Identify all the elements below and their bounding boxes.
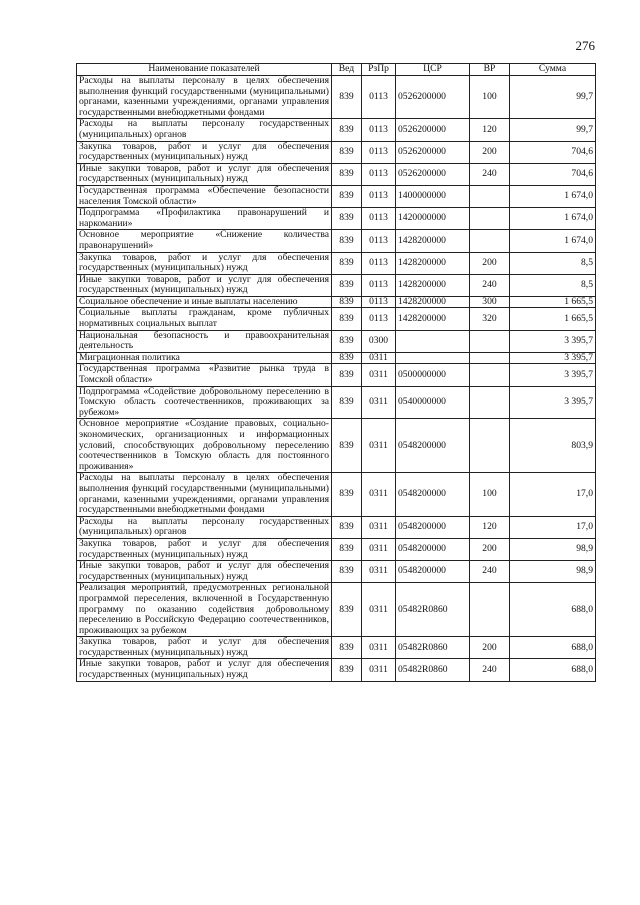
cell-name: Миграционная политика	[77, 352, 332, 364]
cell-vr	[470, 185, 510, 207]
table-header-row	[77, 64, 596, 76]
cell-rzpr: 0311	[362, 516, 396, 538]
cell-name: Государственная программа «Обеспечение безопасности населения Томской области»	[77, 185, 332, 207]
header-vr: ВР	[470, 64, 510, 76]
cell-ved: 839	[332, 330, 362, 352]
cell-rzpr: 0311	[362, 352, 396, 364]
table-row	[77, 386, 596, 419]
table-row	[77, 274, 596, 296]
cell-ved: 839	[332, 637, 362, 659]
table-row	[77, 516, 596, 538]
table-row	[77, 119, 596, 141]
cell-rzpr: 0113	[362, 296, 396, 308]
cell-vr	[470, 364, 510, 386]
cell-ved: 839	[332, 583, 362, 637]
table-row	[77, 561, 596, 583]
cell-csr: 05482R0860	[396, 637, 470, 659]
cell-rzpr: 0113	[362, 185, 396, 207]
cell-ved: 839	[332, 76, 362, 119]
cell-csr: 0548200000	[396, 419, 470, 473]
cell-vr: 320	[470, 308, 510, 330]
cell-csr: 0526200000	[396, 119, 470, 141]
cell-csr: 0526200000	[396, 141, 470, 163]
cell-name: Основное мероприятие «Снижение количества правонарушений»	[77, 230, 332, 252]
cell-rzpr: 0311	[362, 637, 396, 659]
cell-csr: 0526200000	[396, 76, 470, 119]
cell-sum: 99,7	[510, 76, 596, 119]
cell-sum: 3 395,7	[510, 386, 596, 419]
cell-sum: 1 665,5	[510, 296, 596, 308]
cell-csr: 1428200000	[396, 252, 470, 274]
cell-ved: 839	[332, 185, 362, 207]
cell-vr: 120	[470, 119, 510, 141]
cell-csr: 0548200000	[396, 516, 470, 538]
cell-name: Закупка товаров, работ и услуг для обеспечения государственных (муниципальных) нужд	[77, 252, 332, 274]
cell-sum: 99,7	[510, 119, 596, 141]
cell-name: Расходы на выплаты персоналу в целях обеспечения выполнения функций государственными (муниципальными) органами, казенными учреждениями, органами управления государственными внебюджетными фондами	[77, 76, 332, 119]
table-row	[77, 419, 596, 473]
cell-sum: 3 395,7	[510, 330, 596, 352]
cell-name: Иные закупки товаров, работ и услуг для обеспечения государственных (муниципальных) нужд	[77, 163, 332, 185]
cell-csr: 0540000000	[396, 386, 470, 419]
cell-name: Национальная безопасность и правоохранительная деятельность	[77, 330, 332, 352]
header-ved: Вед	[332, 64, 362, 76]
cell-vr	[470, 230, 510, 252]
cell-ved: 839	[332, 364, 362, 386]
table-row	[77, 208, 596, 230]
table-row	[77, 637, 596, 659]
table-row	[77, 252, 596, 274]
cell-ved: 839	[332, 208, 362, 230]
cell-rzpr: 0113	[362, 230, 396, 252]
cell-csr: 0500000000	[396, 364, 470, 386]
cell-ved: 839	[332, 141, 362, 163]
cell-rzpr: 0311	[362, 386, 396, 419]
cell-vr: 240	[470, 163, 510, 185]
cell-ved: 839	[332, 538, 362, 560]
cell-rzpr: 0311	[362, 419, 396, 473]
cell-sum: 704,6	[510, 141, 596, 163]
cell-vr	[470, 352, 510, 364]
page-number: 276	[575, 38, 595, 53]
cell-rzpr: 0113	[362, 141, 396, 163]
cell-vr	[470, 208, 510, 230]
table-row	[77, 364, 596, 386]
cell-rzpr: 0311	[362, 473, 396, 516]
cell-csr	[396, 352, 470, 364]
cell-name: Закупка товаров, работ и услуг для обеспечения государственных (муниципальных) нужд	[77, 141, 332, 163]
cell-vr	[470, 330, 510, 352]
cell-vr: 200	[470, 252, 510, 274]
cell-vr: 120	[470, 516, 510, 538]
cell-rzpr: 0113	[362, 308, 396, 330]
header-sum: Сумма	[510, 64, 596, 76]
cell-name: Иные закупки товаров, работ и услуг для обеспечения государственных (муниципальных) нужд	[77, 274, 332, 296]
cell-csr: 1400000000	[396, 185, 470, 207]
cell-name: Основное мероприятие «Создание правовых, социально-экономических, организационных и информационных условий, способствующих добровольному переселению соотечественников в Томскую область для постоянного проживания»	[77, 419, 332, 473]
cell-rzpr: 0113	[362, 208, 396, 230]
cell-rzpr: 0311	[362, 659, 396, 681]
cell-rzpr: 0311	[362, 561, 396, 583]
cell-vr: 240	[470, 659, 510, 681]
table-row	[77, 538, 596, 560]
cell-ved: 839	[332, 419, 362, 473]
cell-csr: 0526200000	[396, 163, 470, 185]
table-row	[77, 352, 596, 364]
cell-name: Закупка товаров, работ и услуг для обеспечения государственных (муниципальных) нужд	[77, 637, 332, 659]
cell-sum: 3 395,7	[510, 352, 596, 364]
table-row	[77, 296, 596, 308]
cell-rzpr: 0113	[362, 119, 396, 141]
table-row	[77, 308, 596, 330]
table-row	[77, 76, 596, 119]
cell-name: Иные закупки товаров, работ и услуг для обеспечения государственных (муниципальных) нужд	[77, 561, 332, 583]
cell-rzpr: 0311	[362, 583, 396, 637]
cell-sum: 1 674,0	[510, 208, 596, 230]
cell-sum: 1 665,5	[510, 308, 596, 330]
cell-vr: 200	[470, 538, 510, 560]
cell-csr: 05482R0860	[396, 659, 470, 681]
cell-sum: 803,9	[510, 419, 596, 473]
cell-sum: 8,5	[510, 274, 596, 296]
cell-ved: 839	[332, 274, 362, 296]
cell-ved: 839	[332, 386, 362, 419]
table-row	[77, 473, 596, 516]
cell-ved: 839	[332, 163, 362, 185]
cell-csr: 1428200000	[396, 274, 470, 296]
cell-sum: 1 674,0	[510, 185, 596, 207]
header-csr: ЦСР	[396, 64, 470, 76]
cell-csr: 1428200000	[396, 230, 470, 252]
cell-ved: 839	[332, 473, 362, 516]
cell-sum: 98,9	[510, 561, 596, 583]
cell-name: Подпрограмма «Содействие добровольному переселению в Томскую область соотечественников, проживающих за рубежом»	[77, 386, 332, 419]
cell-rzpr: 0113	[362, 274, 396, 296]
cell-ved: 839	[332, 296, 362, 308]
cell-vr: 200	[470, 141, 510, 163]
cell-vr	[470, 386, 510, 419]
cell-vr: 240	[470, 274, 510, 296]
cell-name: Расходы на выплаты персоналу государственных (муниципальных) органов	[77, 119, 332, 141]
cell-vr	[470, 419, 510, 473]
cell-name: Закупка товаров, работ и услуг для обеспечения государственных (муниципальных) нужд	[77, 538, 332, 560]
cell-rzpr: 0311	[362, 538, 396, 560]
cell-sum: 98,9	[510, 538, 596, 560]
header-rzpr: РзПр	[362, 64, 396, 76]
cell-csr: 0548200000	[396, 473, 470, 516]
cell-vr: 240	[470, 561, 510, 583]
table-row	[77, 163, 596, 185]
cell-csr	[396, 330, 470, 352]
cell-vr: 100	[470, 76, 510, 119]
cell-sum: 688,0	[510, 637, 596, 659]
cell-name: Социальное обеспечение и иные выплаты населению	[77, 296, 332, 308]
cell-rzpr: 0300	[362, 330, 396, 352]
cell-vr: 300	[470, 296, 510, 308]
cell-csr: 05482R0860	[396, 583, 470, 637]
cell-sum: 3 395,7	[510, 364, 596, 386]
cell-name: Социальные выплаты гражданам, кроме публичных нормативных социальных выплат	[77, 308, 332, 330]
table-row	[77, 230, 596, 252]
budget-table	[76, 63, 596, 682]
cell-ved: 839	[332, 561, 362, 583]
cell-sum: 688,0	[510, 659, 596, 681]
cell-name: Подпрограмма «Профилактика правонарушений и наркомании»	[77, 208, 332, 230]
cell-ved: 839	[332, 352, 362, 364]
cell-sum: 1 674,0	[510, 230, 596, 252]
cell-vr: 100	[470, 473, 510, 516]
cell-name: Реализация мероприятий, предусмотренных региональной программой переселения, включенной в Государственную программу по оказанию содействия добровольному переселению в Российскую Федерацию соотечественников, проживающих за рубежом	[77, 583, 332, 637]
cell-name: Расходы на выплаты персоналу государственных (муниципальных) органов	[77, 516, 332, 538]
cell-name: Иные закупки товаров, работ и услуг для обеспечения государственных (муниципальных) нужд	[77, 659, 332, 681]
cell-rzpr: 0311	[362, 364, 396, 386]
cell-ved: 839	[332, 230, 362, 252]
cell-vr	[470, 583, 510, 637]
cell-sum: 704,6	[510, 163, 596, 185]
cell-sum: 17,0	[510, 516, 596, 538]
cell-vr: 200	[470, 637, 510, 659]
cell-rzpr: 0113	[362, 76, 396, 119]
cell-csr: 1428200000	[396, 296, 470, 308]
table-row	[77, 185, 596, 207]
cell-csr: 1428200000	[396, 308, 470, 330]
cell-rzpr: 0113	[362, 163, 396, 185]
cell-csr: 0548200000	[396, 538, 470, 560]
header-name: Наименование показателей	[77, 64, 332, 76]
cell-name: Расходы на выплаты персоналу в целях обеспечения выполнения функций государственными (муниципальными) органами, казенными учреждениями, органами управления государственными внебюджетными фондами	[77, 473, 332, 516]
cell-csr: 0548200000	[396, 561, 470, 583]
cell-ved: 839	[332, 252, 362, 274]
cell-csr: 1420000000	[396, 208, 470, 230]
cell-sum: 688,0	[510, 583, 596, 637]
table-row	[77, 330, 596, 352]
cell-name: Государственная программа «Развитие рынка труда в Томской области»	[77, 364, 332, 386]
cell-rzpr: 0113	[362, 252, 396, 274]
table-row	[77, 141, 596, 163]
cell-ved: 839	[332, 119, 362, 141]
cell-sum: 17,0	[510, 473, 596, 516]
cell-ved: 839	[332, 308, 362, 330]
cell-sum: 8,5	[510, 252, 596, 274]
cell-ved: 839	[332, 659, 362, 681]
cell-ved: 839	[332, 516, 362, 538]
table-row	[77, 583, 596, 637]
table-row	[77, 659, 596, 681]
